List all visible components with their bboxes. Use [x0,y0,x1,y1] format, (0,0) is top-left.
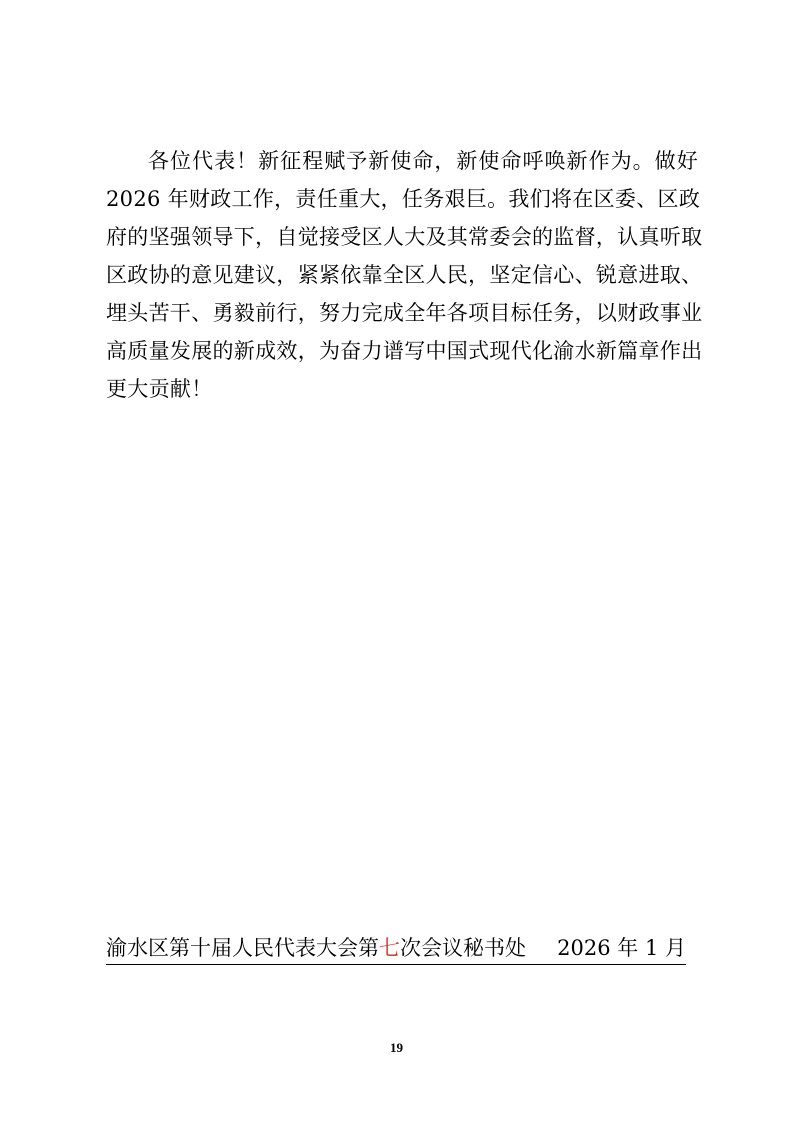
paragraph-line-5: 埋头苦干、勇毅前行，努力完成全年各项目标任务，以财政事业 [106,301,703,325]
paragraph-line-2: 2026 年财政工作，责任重大，任务艰巨。我们将在区委、区政 [106,187,701,211]
issuer-prefix: 渝水区第十届人民代表大会第 [106,936,379,960]
paragraph-line-1: 各位代表！新征程赋予新使命，新使命呼唤新作为。做好 [148,149,698,173]
paragraph-line-3: 府的坚强领导下，自觉接受区人大及其常委会的监督，认真听取 [106,225,703,249]
session-number: 七 [379,936,400,960]
paragraph-line-6: 高质量发展的新成效，为奋力谱写中国式现代化渝水新篇章作出 [106,339,703,363]
issuer-footer [106,934,686,965]
page-number: 19 [390,1040,403,1055]
paragraph-line-7: 更大贡献！ [106,377,213,401]
issue-date: 2026 年 1 月 [557,936,686,960]
issuer-suffix: 次会议秘书处 [400,936,526,960]
paragraph-line-4: 区政协的意见建议，紧紧依靠全区人民，坚定信心、锐意进取、 [106,263,703,287]
issuer-name [106,934,526,962]
